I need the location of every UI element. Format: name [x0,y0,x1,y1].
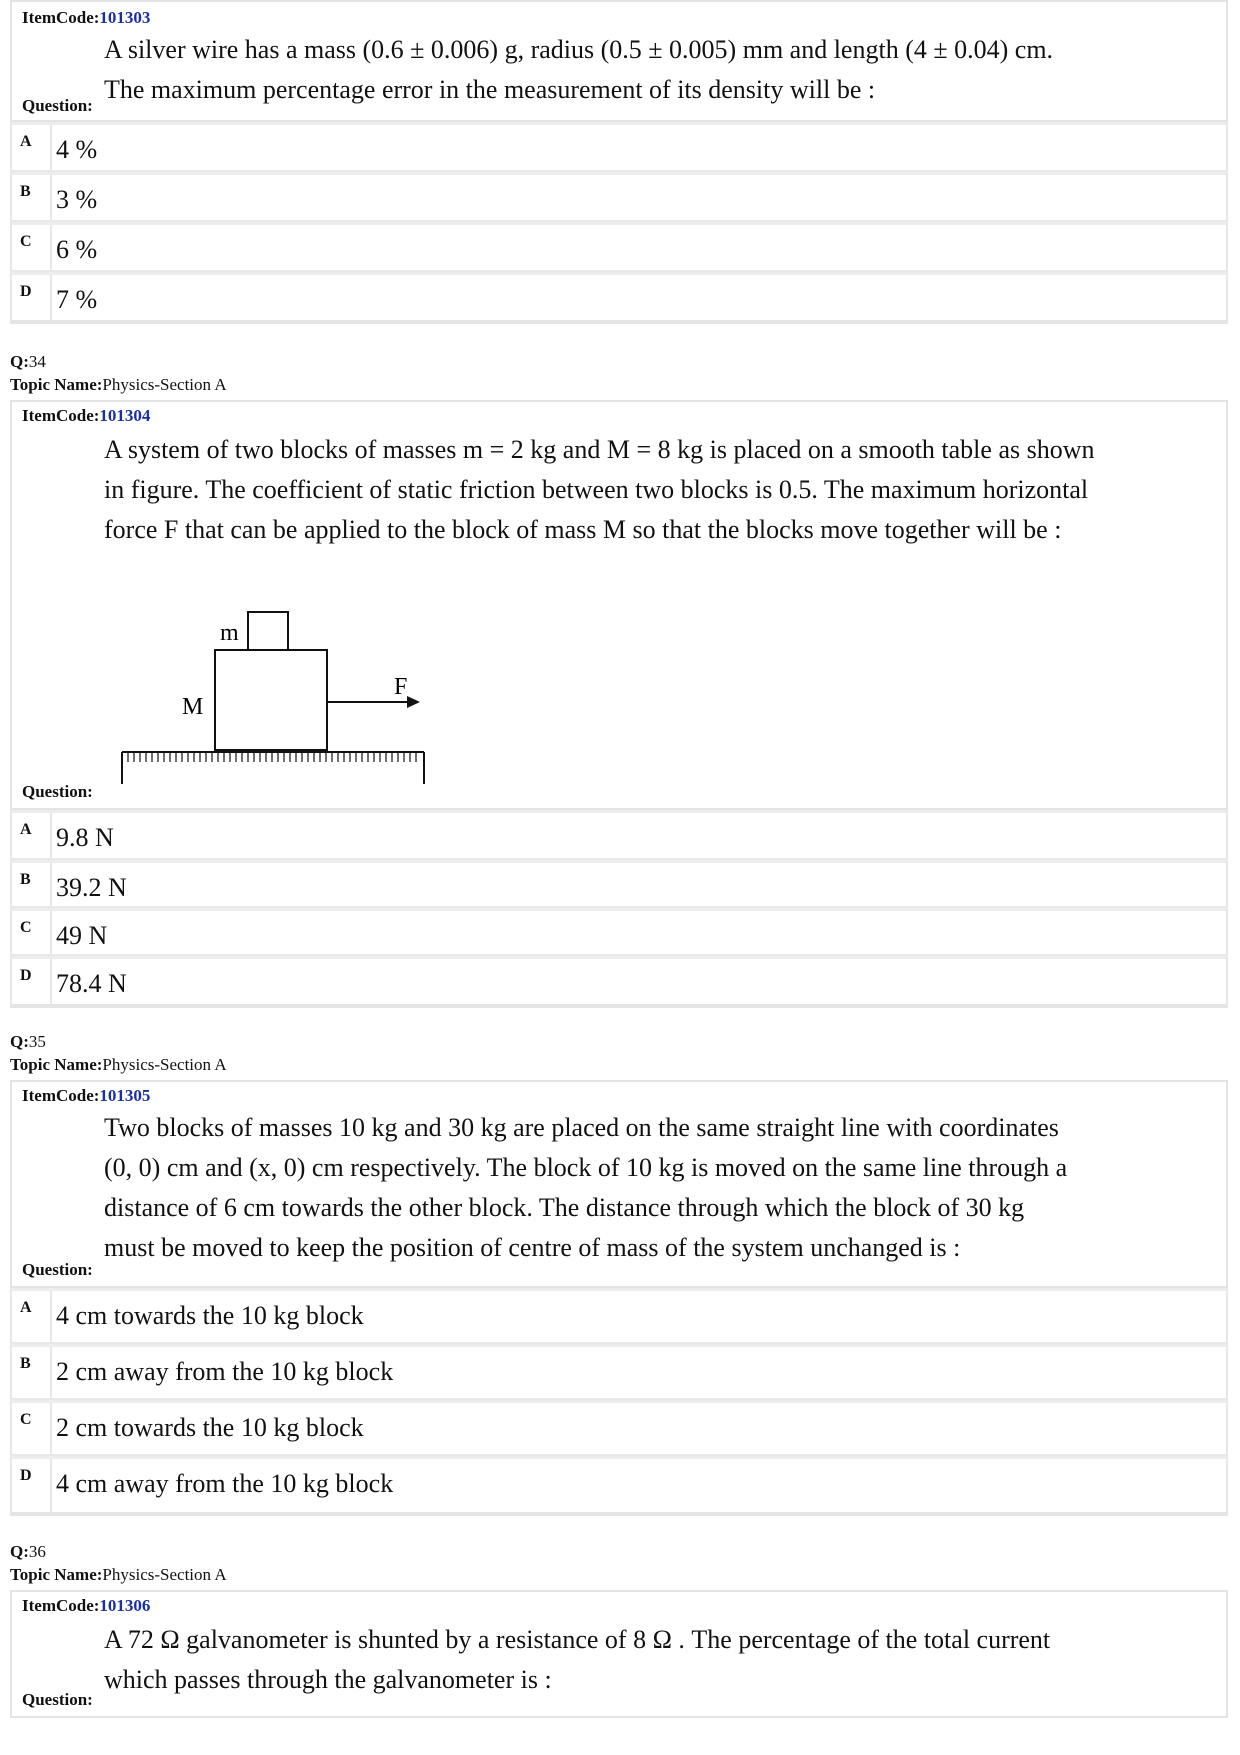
option-c[interactable] [10,1400,1228,1456]
force-arrow-head [407,696,420,708]
option-c[interactable] [10,908,1228,956]
stem-line: A 72 Ω galvanometer is shunted by a resistance of 8 Ω . The percentage of the total current [104,1625,1051,1654]
item-code-label: ItemCode: [22,8,100,27]
option-letter: B [20,183,31,200]
question-label: Question: [22,1690,93,1709]
question-number-label: Q: [10,1032,29,1051]
option-text: 6 % [56,235,98,264]
option-text: 4 cm away from the 10 kg block [56,1469,394,1498]
option-d[interactable] [10,1456,1228,1516]
topic-name-label: Topic Name: [10,375,103,394]
question-number-label: Q: [10,352,29,371]
option-letter: A [20,821,32,838]
item-code-label: ItemCode: [22,406,100,425]
label-m: m [220,620,239,646]
item-code-label: ItemCode: [22,1596,100,1615]
option-text: 2 cm away from the 10 kg block [56,1357,394,1386]
label-M: M [182,694,204,720]
item-code-label: ItemCode: [22,1086,100,1105]
option-a[interactable] [10,122,1228,172]
item-code-value: 101303 [99,8,151,27]
label-F: F [394,674,408,700]
stem-line: Two blocks of masses 10 kg and 30 kg are placed on the same straight line with coordinates [104,1113,1059,1142]
question-number [10,1541,46,1563]
option-letter: D [20,1467,32,1484]
stem-line: force F that can be applied to the block of mass M so that the blocks move together will be : [104,515,1062,544]
small-block-m [248,612,288,650]
option-divider [50,175,52,220]
question-stem [104,1108,1216,1268]
question-block-36 [10,1590,1228,1718]
option-divider [50,863,52,906]
option-divider [50,1403,52,1454]
option-divider [50,1459,52,1512]
option-text: 39.2 N [56,873,127,902]
option-a[interactable] [10,810,1228,860]
question-stem [104,430,1216,550]
option-divider [50,911,52,954]
topic-name-value: Physics-Section A [102,1565,227,1584]
option-divider [50,959,52,1004]
option-letter: C [20,1411,32,1428]
option-text: 9.8 N [56,823,114,852]
stem-line: A system of two blocks of masses m = 2 kg and M = 8 kg is placed on a smooth table as shown [104,435,1095,464]
option-text: 3 % [56,185,98,214]
item-code-value: 101304 [99,406,151,425]
blocks-on-table-figure [102,602,442,802]
stem-line: The maximum percentage error in the measurement of its density will be : [104,75,876,104]
question-number-value: 36 [28,1542,46,1561]
item-code [22,8,150,28]
stem-line: must be moved to keep the position of centre of mass of the system unchanged is : [104,1233,961,1262]
item-code [22,1086,150,1106]
question-block-35 [10,1080,1228,1288]
question-number [10,1031,46,1053]
option-text: 78.4 N [56,969,127,998]
question-block-33 [10,0,1228,122]
question-stem [104,1620,1216,1700]
topic-name [10,1564,227,1586]
topic-name-value: Physics-Section A [102,1055,227,1074]
option-text: 4 cm towards the 10 kg block [56,1301,364,1330]
option-letter: B [20,871,31,888]
question-stem [104,30,1216,110]
option-divider [50,125,52,170]
option-divider [50,1291,52,1342]
question-number-value: 34 [28,352,46,371]
item-code-value: 101305 [99,1086,151,1105]
option-letter: D [20,967,32,984]
stem-line: A silver wire has a mass (0.6 ± 0.006) g, radius (0.5 ± 0.005) mm and length (4 ± 0.04) cm. [104,35,1054,64]
question-label: Question: [22,96,93,115]
option-c[interactable] [10,222,1228,272]
option-letter: C [20,233,32,250]
option-b[interactable] [10,860,1228,908]
option-letter: D [20,283,32,300]
item-code [22,406,150,426]
large-block-M [215,650,327,750]
question-label: Question: [22,782,93,801]
option-a[interactable] [10,1288,1228,1344]
stem-line: distance of 6 cm towards the other block. The distance through which the block of 30 kg [104,1193,1025,1222]
question-number [10,351,46,373]
stem-line: in figure. The coefficient of static friction between two blocks is 0.5. The maximum horizontal [104,475,1089,504]
item-code [22,1596,150,1616]
topic-name-value: Physics-Section A [102,375,227,394]
topic-name [10,374,227,396]
topic-name [10,1054,227,1076]
topic-name-label: Topic Name: [10,1055,103,1074]
option-divider [50,275,52,320]
question-number-value: 35 [28,1032,46,1051]
option-divider [50,225,52,270]
option-b[interactable] [10,1344,1228,1400]
option-text: 4 % [56,135,98,164]
topic-name-label: Topic Name: [10,1565,103,1584]
stem-line: which passes through the galvanometer is : [104,1665,552,1694]
question-block-34 [10,400,1228,810]
option-text: 7 % [56,285,98,314]
option-letter: A [20,1299,32,1316]
option-b[interactable] [10,172,1228,222]
option-letter: B [20,1355,31,1372]
option-d[interactable] [10,956,1228,1008]
option-letter: A [20,133,32,150]
stem-line: (0, 0) cm and (x, 0) cm respectively. The block of 10 kg is moved on the same line through a [104,1153,1068,1182]
option-divider [50,813,52,858]
item-code-value: 101306 [99,1596,151,1615]
question-label: Question: [22,1260,93,1279]
question-number-label: Q: [10,1542,29,1561]
option-letter: C [20,919,32,936]
option-text: 49 N [56,921,108,950]
table-hatching [128,752,416,762]
option-divider [50,1347,52,1398]
option-text: 2 cm towards the 10 kg block [56,1413,364,1442]
option-d[interactable] [10,272,1228,324]
